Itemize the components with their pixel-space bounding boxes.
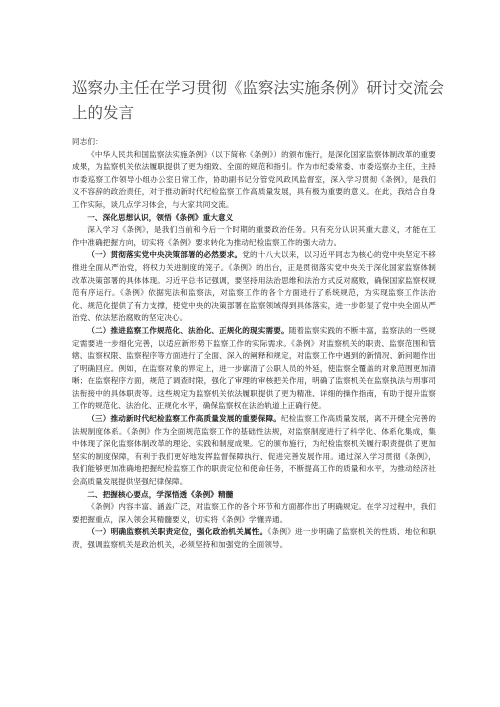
subsection-2-1-text: 《条例》进一步明确了监察机关的性质、地位和职责，强调监察机关是政治机关，必须坚持和加强党的全面领导。 <box>72 527 436 549</box>
section-heading-1: 一、深化思想认识，领悟《条例》重大意义 <box>87 212 234 222</box>
subsection-2-1 <box>72 526 436 551</box>
subsection-1-2-heading: （二）推进监察工作规范化、法治化、正规化的现实需要。 <box>87 325 289 335</box>
section-2-paragraph: 《条例》内容丰富、涵盖广泛，对监察工作的各个环节和方面都作出了明确规定。在学习过程中，我们要把握重点，深入领会其精髓要义，切实将《条例》学懂弄通。 <box>72 502 436 524</box>
section-1-paragraph: 深入学习《条例》，是我们当前和今后一个时期的重要政治任务。只有充分认识其重大意义，才能在工作中准确把握方向，切实将《条例》要求转化为推动纪检监察工作的强大动力。 <box>72 225 436 247</box>
subsection-1-2-text: 随着监察实践的不断丰富，监察法的一些规定需要进一步细化完善，以适应新形势下监察工作的实际需求。《条例》对监察机关的职责、监察范围和管辖、监察权限、监察程序等方面进行了全面、深入的阐释和规定，对监察工作中遇到的新情况、新问题作出了明确回应。例如，在监察对象的界定上，进一步廓清了公职人员的外延，使监察全覆盖的对象范围更加清晰；在监察程序方面，规范了调查时限，强化了审理的审核把关作用，明确了监察机关在监察执法与刑事司法衔接中的具体职责等。这些规定为监察机关依法履职提供了更为精准、详细的操作指南，有助于提升监察工作的规范化、法治化、正规化水平，确保监察权在法治轨道上正确行使。 <box>72 325 436 411</box>
subsection-1-1-text: 党的十八大以来，以习近平同志为核心的党中央坚定不移推进全面从严治党，将权力关进制度的笼子。《条例》的出台，正是贯彻落实党中央关于深化国家监察体制改革决策部署的具体体现。习近平总书记强调，要坚持用法治思维和法治方式反对腐败，确保国家监察权规范有序运行。《条例》依据宪法和监察法，对监察工作的各个方面进行了系统规范，为实现监察工作法治化、规范化提供了有力支撑，使党中央的决策部署在监察领域得到具体落实，进一步彰显了党中央全面从严治党、依法惩治腐败的坚定决心。 <box>72 250 437 323</box>
subsection-2-1-heading: （一）明确监察机关职责定位，强化政治机关属性。 <box>87 527 268 537</box>
salutation: 同志们： <box>72 137 103 146</box>
section-heading-2: 二、把握核心要点，学深悟透《条例》精髓 <box>87 489 234 499</box>
subsection-1-1 <box>72 249 436 325</box>
page-title: 巡察办主任在学习贯彻《监察法实施条例》研讨交流会上的发言 <box>72 79 445 122</box>
subsection-1-3-heading: （三）推动新时代纪检监察工作高质量发展的重要保障。 <box>87 414 282 424</box>
subsection-1-2 <box>72 325 436 413</box>
document-body <box>72 136 436 552</box>
intro-paragraph: 《中华人民共和国监察法实施条例》（以下简称《条例》）的颁布施行，是深化国家监察体制改革的重要成果，为监察机关依法履职提供了更为细致、全面的规范和指引。作为市纪委常委、市委巡察办主任，主持市委巡察工作领导小组办公室日常工作，协助副书记分管党风政风监督室，深入学习贯彻《条例》，是我们义不容辞的政治责任，对于推动新时代纪检监察工作高质量发展，具有极为重要的意义。在此，我结合自身工作实际，谈几点学习体会，与大家共同交流。 <box>72 149 436 209</box>
subsection-1-3-text: 纪检监察工作高质量发展，离不开健全完善的法规制度体系。《条例》作为全面规范监察工作的基础性法规，对监察制度进行了科学化、体系化集成，集中体现了深化监察体制改革的理论、实践和制度成果。它的颁布施行，为纪检监察机关履行职责提供了更加坚实的制度保障，有利于我们更好地发挥监督保障执行、促进完善发展作用。通过深入学习贯彻《条例》，我们能够更加准确地把握纪检监察工作的职责定位和使命任务，不断提高工作的质量和水平，为推动经济社会高质量发展提供坚强纪律保障。 <box>72 414 437 487</box>
subsection-1-1-heading: （一）贯彻落实党中央决策部署的必然要求。 <box>87 250 243 260</box>
subsection-1-3 <box>72 413 436 489</box>
